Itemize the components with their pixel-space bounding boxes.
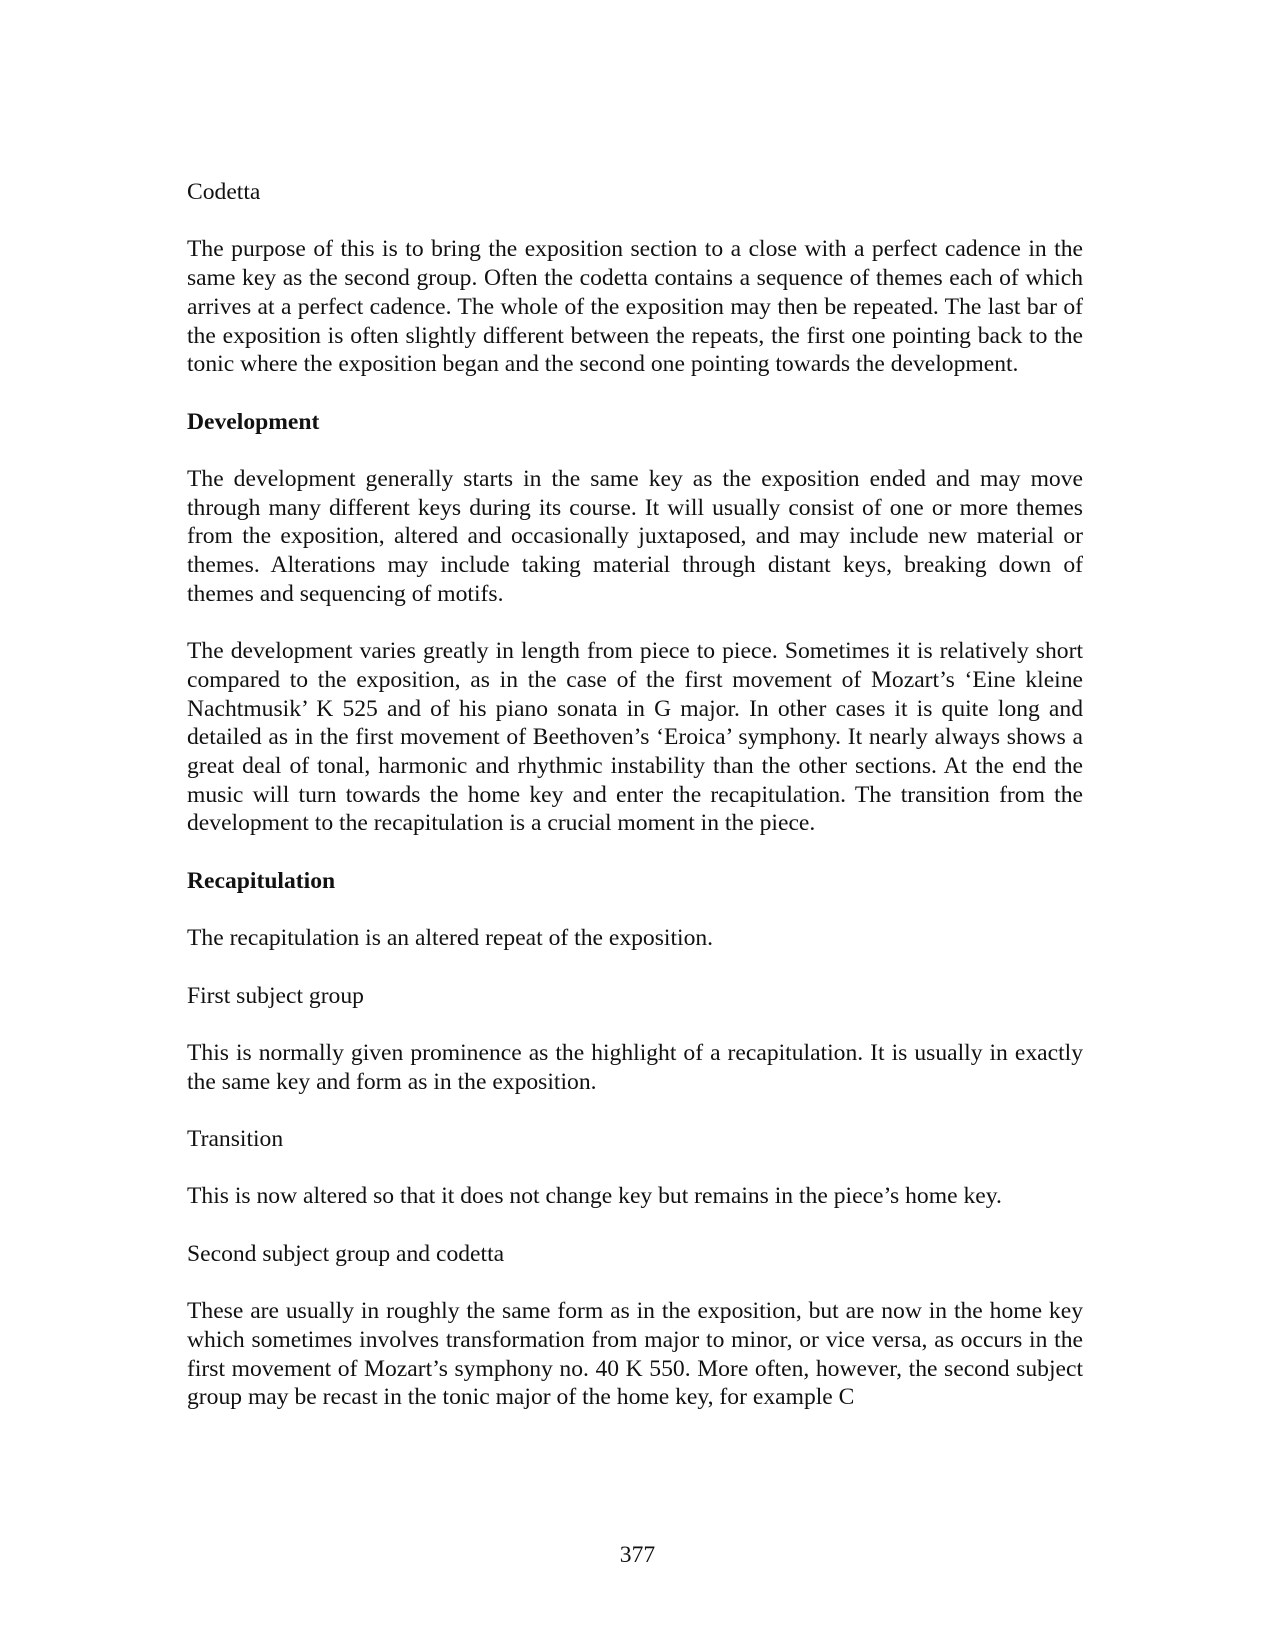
recapitulation-paragraph: The recapitulation is an altered repeat of the exposition. <box>187 925 714 952</box>
second-subject-paragraph: These are usually in roughly the same form as in the exposition, but are now in the home key which sometimes involves transformation from major to minor, or vice versa, as occurs in the first movement of Mozart’s symphony no. 40 K 550. More often, however, the second subject group may be recast in the tonic major of the home key, for example C <box>187 1298 1083 1411</box>
codetta-heading: Codetta <box>187 179 261 205</box>
transition-paragraph: This is now altered so that it does not change key but remains in the piece’s home key. <box>187 1183 1002 1210</box>
first-subject-heading: First subject group <box>187 982 364 1009</box>
codetta-paragraph: The purpose of this is to bring the exposition section to a close with a perfect cadence in the same key as the second group. Often the codetta contains a sequence of themes each of which arrives at a perfect cadence. The whole of the exposition may then be repeated. The last bar of the exposition is often slightly different between the repeats, the first one pointing back to the tonic where the exposition began and the second one pointing towards the development. <box>187 236 1083 378</box>
development-paragraph-1: The development generally starts in the same key as the exposition ended and may move through many different keys during its course. It will usually consist of one or more themes from the exposition, altered and occasionally juxtaposed, and may include new material or themes. Alterations may include taking material through distant keys, breaking down of themes and sequencing of motifs. <box>187 465 1083 607</box>
development-heading: Development <box>187 408 320 435</box>
second-subject-heading: Second subject group and codetta <box>187 1240 505 1267</box>
page-number: 377 <box>619 1542 656 1568</box>
transition-heading: Transition <box>187 1126 284 1153</box>
recapitulation-heading: Recapitulation <box>187 867 336 894</box>
first-subject-paragraph: This is normally given prominence as the highlight of a recapitulation. It is usually in exactly the same key and form as in the exposition. <box>187 1039 1083 1095</box>
page-body <box>187 178 1083 1441</box>
development-paragraph-2: The development varies greatly in length from piece to piece. Sometimes it is relatively short compared to the exposition, as in the case of the first movement of Mozart’s ‘Eine kleine Nachtmusik’ K 525 and of his piano sonata in G major. In other cases it is quite long and detailed as in the first movement of Beethoven’s ‘Eroica’ symphony. It nearly always shows a great deal of tonal, harmonic and rhythmic instability than the other sections. At the end the music will turn towards the home key and enter the recapitulation. The transition from the development to the recapitulation is a crucial moment in the piece. <box>187 638 1083 837</box>
